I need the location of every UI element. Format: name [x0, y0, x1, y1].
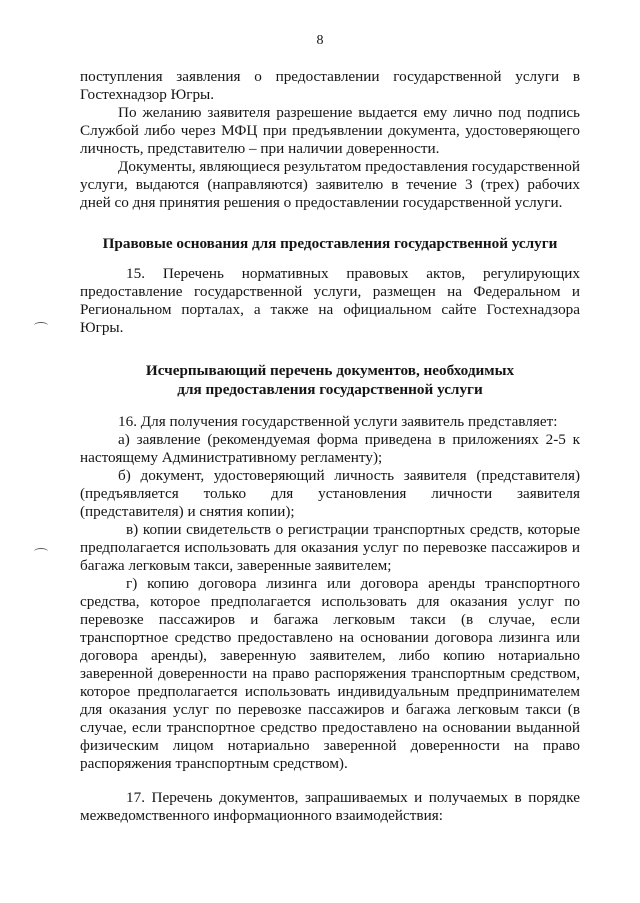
section-heading-documents-line1: Исчерпывающий перечень документов, необходимых — [145, 362, 515, 379]
paragraph-16: 16. Для получения государственной услуги заявитель представляет: — [118, 413, 558, 430]
paragraph-continuation: поступления заявления о предоставлении государственной услуги в Гостехнадзор Югры. — [80, 68, 580, 103]
paragraph-issuance: По желанию заявителя разрешение выдается ему лично под подпись Службой либо через МФЦ при предъявлении документа, удостоверяющего личность, представителю – при наличии доверенности. — [80, 104, 580, 157]
page-number: 8 — [316, 33, 324, 48]
document-body — [80, 68, 580, 825]
list-item-a: а) заявление (рекомендуемая форма приведена в приложениях 2-5 к настоящему Административному регламенту); — [80, 431, 580, 466]
section-heading-documents-line2: для предоставления государственной услуги — [177, 381, 483, 398]
paragraph-17: 17. Перечень документов, запрашиваемых и получаемых в порядке межведомственного информационного взаимодействия: — [80, 789, 580, 824]
list-item-b: б) документ, удостоверяющий личность заявителя (представителя) (предъявляется только для установления личности заявителя (представителя) и снятия копии); — [80, 467, 580, 520]
paragraph-result-documents: Документы, являющиеся результатом предоставления государственной услуги, выдаются (направляются) заявителю в течение 3 (трех) рабочих дней со дня принятия решения о предоставлении государственной услуги. — [80, 158, 580, 211]
paragraph-15: 15. Перечень нормативных правовых актов, регулирующих предоставление государственной услуги, размещен на Федеральном и Региональном порталах, а также на официальном сайте Гостехнадзора Югры. — [80, 265, 580, 336]
section-heading-legal-basis: Правовые основания для предоставления государственной услуги — [102, 235, 558, 252]
list-item-v: в) копии свидетельств о регистрации транспортных средств, которые предполагается использовать для оказания услуг по перевозке пассажиров и багажа легковым такси, заверенные заявителем; — [80, 521, 580, 574]
list-item-g: г) копию договора лизинга или договора аренды транспортного средства, которое предполагается использовать для оказания услуг по перевозке пассажиров и багажа легковым такси (в случае, если транспортное средство предоставлено на основании договора лизинга или договора аренды), заверенную заявителем, либо копию нотариально заверенной доверенности на право распоряжения транспортным средством, которое предполагается использовать индивидуальным предпринимателем для оказания услуг по перевозке пассажиров и багажа легковым такси (в случае, если транспортное средство предоставлено на основании выданной физическим лицом нотариально заверенной доверенности на право распоряжения транспортным средством). — [80, 575, 580, 772]
margin-mark — [34, 548, 48, 555]
margin-mark — [34, 322, 48, 329]
